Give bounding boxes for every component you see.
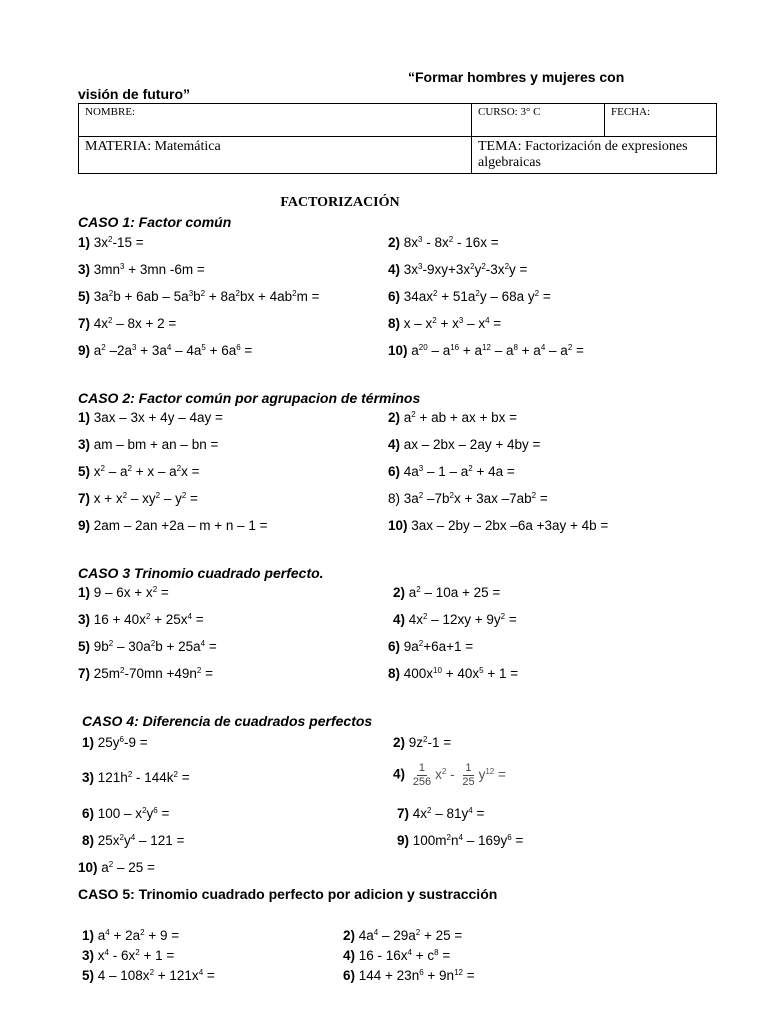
- exercise-number: 5): [82, 968, 98, 983]
- case5-exercise-3: [82, 948, 174, 963]
- exercise-number: 2): [388, 235, 404, 250]
- case3-exercise-2: [393, 585, 500, 600]
- case2-exercise-2: [388, 410, 517, 425]
- case3-exercise-1: [78, 585, 169, 600]
- case4-exercise-3: [82, 770, 190, 785]
- exercise-number: 3): [82, 948, 98, 963]
- exercise-expression: $3a^2$ $-7b^2x + 3ax$ $-7ab^2$ =: [403, 491, 548, 506]
- case4-exercise-7: [82, 833, 184, 848]
- case2-exercise-7: [78, 491, 198, 506]
- exercise-number: 4): [388, 262, 404, 277]
- case5-title: CASO 5: Trinomio cuadrado perfecto por adicion y sustracción: [78, 886, 498, 902]
- case1-exercise-9: [78, 343, 252, 358]
- exercise-number: 7): [78, 316, 94, 331]
- exercise-number: 4): [388, 437, 404, 452]
- exercise-number: 8): [82, 833, 98, 848]
- exercise-expression: $9a^2+6a+1$ =: [403, 639, 474, 654]
- case1-exercise-1: [78, 235, 144, 250]
- exercise-expression: $3mn^3 + 3mn$ -6m =: [93, 262, 205, 277]
- exercise-expression: $4a^4 - 29a^2 + 25$ =: [358, 928, 463, 943]
- case3-exercise-3: [78, 612, 204, 627]
- case2-exercise-1: [78, 410, 223, 425]
- exercise-number: 9): [78, 518, 94, 533]
- exercise-number: 5): [78, 464, 94, 479]
- exercise-expression: $4x^2 - 81y^4$ =: [412, 806, 485, 821]
- case4-exercise-8: [397, 833, 523, 848]
- case2-exercise-9: [78, 518, 268, 533]
- case1-exercise-2: [388, 235, 499, 250]
- case4-exercise-6: [397, 806, 484, 821]
- case2-exercise-3: [78, 437, 218, 452]
- exercise-number: 9): [78, 343, 94, 358]
- case3-title: CASO 3 Trinomio cuadrado perfecto.: [78, 565, 324, 581]
- exercise-expression: 3ax – 2by – 2bx –6a +3ay + 4b =: [411, 518, 609, 533]
- exercise-number: 10): [388, 518, 412, 533]
- exercise-expression: $16 + 40x^2 + 25x^4$ =: [93, 612, 204, 627]
- exercise-number: 2): [388, 410, 404, 425]
- case4-exercise-2: [393, 735, 451, 750]
- case5-exercise-5: [82, 968, 215, 983]
- exercise-expression: $a^2 - 10a + 25$ =: [408, 585, 501, 600]
- exercise-expression: $4 - 108x^2 + 121x^4$ =: [97, 968, 215, 983]
- exercise-expression: am – bm + an – bn =: [93, 437, 219, 452]
- exercise-number: 1): [78, 585, 94, 600]
- exercise-expression: $25m^2-70mn +49n^2$ =: [93, 666, 214, 681]
- exercise-number: 7): [78, 666, 94, 681]
- case3-exercise-5: [78, 639, 217, 654]
- case1-exercise-8: [388, 316, 501, 331]
- exercise-expression: $\frac{1}{256}$ $x^2$ - $\frac{1}{25}$ $y^{12}$ =: [412, 762, 506, 788]
- exercise-expression: 2am – 2an +2a – m + n – 1 =: [93, 518, 268, 533]
- exercise-expression: $9 - 6x + x^2$ =: [93, 585, 169, 600]
- exercise-number: 6): [388, 289, 404, 304]
- exercise-expression: $a^2$ $-2a^3 + 3a^4 - 4a^5 + 6a^6$ =: [93, 343, 253, 358]
- exercise-expression: $121h^2 - 144k^2$ =: [97, 770, 190, 785]
- exercise-number: 7): [397, 806, 413, 821]
- exercise-number: 7): [78, 491, 94, 506]
- case1-exercise-10: [388, 343, 584, 358]
- case4-title: CASO 4: Diferencia de cuadrados perfectos: [82, 713, 373, 729]
- exercise-number: 6): [388, 464, 404, 479]
- case1-exercise-5: [78, 289, 320, 304]
- case3-exercise-7: [78, 666, 213, 681]
- page-title: FACTORIZACIÓN: [280, 195, 400, 210]
- exercise-expression: $9b^2 - 30a^2b + 25a^4$ =: [93, 639, 217, 654]
- exercise-number: 5): [78, 289, 94, 304]
- course-field: CURSO: 3° C: [472, 104, 605, 137]
- case5-exercise-4: [343, 948, 450, 963]
- exercise-number: 3): [82, 770, 98, 785]
- exercise-number: 1): [82, 928, 98, 943]
- exercise-number: 5): [78, 639, 94, 654]
- case1-title: CASO 1: Factor común: [78, 214, 232, 230]
- exercise-expression: $100 - x^2y^6$ =: [97, 806, 170, 821]
- exercise-number: 6): [82, 806, 98, 821]
- case1-exercise-4: [388, 262, 527, 277]
- case2-exercise-4: [388, 437, 540, 452]
- exercise-expression: $25x^2y^4 - 121$ =: [97, 833, 185, 848]
- case4-exercise-1: [82, 735, 148, 750]
- case2-exercise-6: [388, 464, 515, 479]
- exercise-number: 2): [343, 928, 359, 943]
- case2-exercise-5: [78, 464, 199, 479]
- exercise-number: 8): [388, 666, 404, 681]
- exercise-expression: $a^2$ + ab + ax + bx =: [403, 410, 518, 425]
- exercise-expression: $9z^2-1$ =: [408, 735, 452, 750]
- case4-exercise-9: [78, 860, 155, 875]
- exercise-number: 9): [397, 833, 413, 848]
- exercise-expression: $4x^2 - 8x + 2$ =: [93, 316, 177, 331]
- exercise-number: 2): [393, 735, 409, 750]
- exercise-number: 2): [393, 585, 409, 600]
- name-field: NOMBRE:: [79, 104, 472, 137]
- exercise-number: 1): [78, 410, 94, 425]
- case1-exercise-7: [78, 316, 176, 331]
- exercise-expression: $3a^2b + 6ab - 5a^3b^2 + 8a^2bx + 4ab^2m$ =: [93, 289, 320, 304]
- exercise-expression: $a^4 + 2a^2 + 9$ =: [97, 928, 180, 943]
- date-field: FECHA:: [605, 104, 717, 137]
- exercise-number: 6): [343, 968, 359, 983]
- exercise-expression: $16 - 16x^4 + c^8$ =: [358, 948, 451, 963]
- exercise-expression: $x + x^2 - xy^2 - y^2$ =: [93, 491, 198, 506]
- exercise-expression: $x^2 - a^2 + x - a^2x$ =: [93, 464, 200, 479]
- exercise-number: 4): [393, 766, 409, 782]
- exercise-expression: $4x^2 - 12xy + 9y^2$ =: [408, 612, 517, 627]
- case1-exercise-3: [78, 262, 205, 277]
- case3-exercise-6: [388, 639, 473, 654]
- exercise-number: 1): [78, 235, 94, 250]
- case2-exercise-8: [388, 491, 548, 506]
- case3-exercise-4: [393, 612, 517, 627]
- exercise-expression: $4a^3 - 1 - a^2 + 4a$ =: [403, 464, 515, 479]
- exercise-expression: $400x^{10} + 40x^5 + 1$ =: [403, 666, 519, 681]
- school-motto-line1: “Formar hombres y mujeres con: [408, 69, 625, 85]
- exercise-expression: $x - x^2 + x^3 - x^4$ =: [403, 316, 502, 331]
- exercise-expression: $25y^6-9$ =: [97, 735, 148, 750]
- exercise-expression: ax – 2bx – 2ay + 4by =: [403, 437, 541, 452]
- exercise-expression: 3ax – 3x + 4y – 4ay =: [93, 410, 223, 425]
- exercise-expression: $3x^3-9xy+3x^2y^2-3x^2y$ =: [403, 262, 528, 277]
- exercise-number: 8): [388, 491, 404, 506]
- case5-exercise-1: [82, 928, 179, 943]
- exercise-number: 10): [388, 343, 412, 358]
- exercise-number: 10): [78, 860, 102, 875]
- exercise-number: 6): [388, 639, 404, 654]
- exercise-expression: $3x^2-15$ =: [93, 235, 144, 250]
- exercise-number: 1): [82, 735, 98, 750]
- case5-exercise-2: [343, 928, 462, 943]
- exercise-expression: $8x^3 - 8x^2 - 16x$ =: [403, 235, 499, 250]
- exercise-expression: $a^{20} - a^{16} + a^{12} - a^8 + a^4 - a^2$ =: [411, 343, 584, 358]
- exercise-expression: $144 + 23n^6 + 9n^{12}$ =: [358, 968, 475, 983]
- case4-exercise-4: [393, 762, 506, 788]
- exercise-number: 4): [343, 948, 359, 963]
- case5-exercise-6: [343, 968, 475, 983]
- exercise-expression: $100m^2n^4 - 169y^6$ =: [412, 833, 524, 848]
- exercise-number: 3): [78, 262, 94, 277]
- student-info-table: [78, 103, 717, 174]
- exercise-number: 3): [78, 612, 94, 627]
- exercise-expression: $34ax^2 + 51a^2y - 68a$ $y^2$ =: [403, 289, 551, 304]
- case1-exercise-6: [388, 289, 551, 304]
- case3-exercise-8: [388, 666, 518, 681]
- case4-exercise-5: [82, 806, 169, 821]
- case2-exercise-10: [388, 518, 608, 533]
- topic-field: TEMA: Factorización de expresiones algebraicas: [472, 137, 717, 174]
- case2-title: CASO 2: Factor común por agrupacion de términos: [78, 390, 421, 406]
- exercise-expression: $a^2 - 25$ =: [101, 860, 155, 875]
- subject-field: MATERIA: Matemática: [79, 137, 472, 174]
- exercise-number: 4): [393, 612, 409, 627]
- exercise-expression: $x^4 - 6x^2 + 1$ =: [97, 948, 175, 963]
- exercise-number: 3): [78, 437, 94, 452]
- exercise-number: 8): [388, 316, 404, 331]
- school-motto-line2: visión de futuro”: [78, 86, 190, 102]
